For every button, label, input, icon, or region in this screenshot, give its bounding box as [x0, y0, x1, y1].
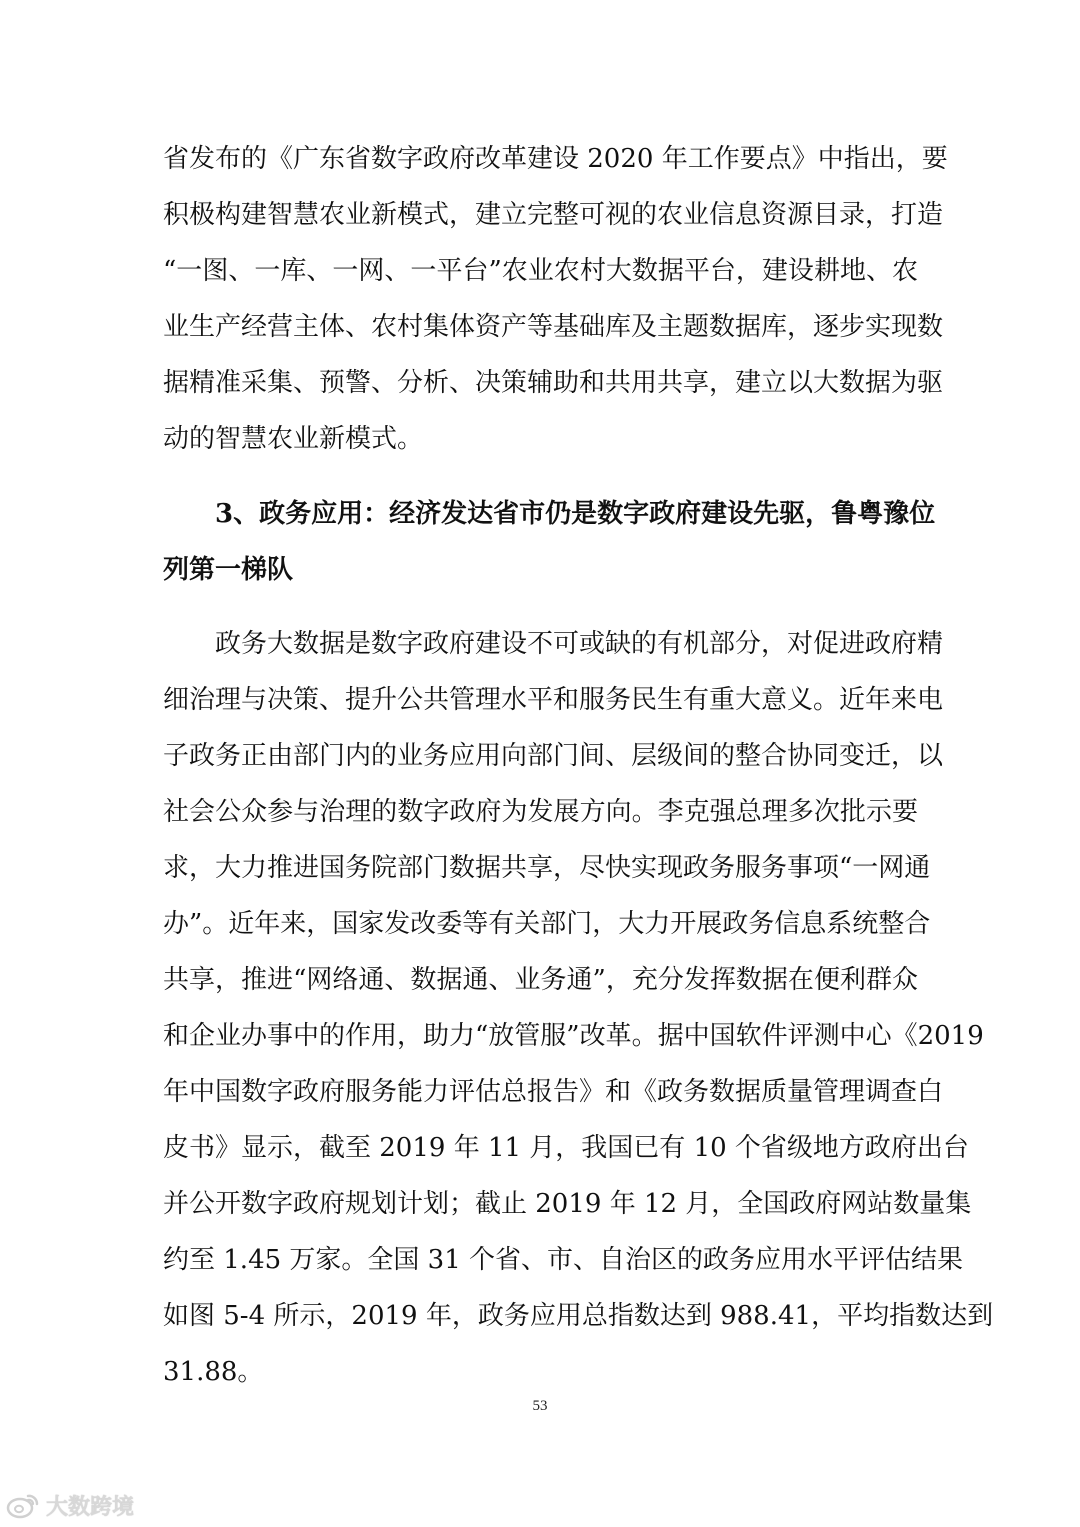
text-line: “一图、一库、一网、一平台”农业农村大数据平台，建设耕地、农	[163, 256, 918, 286]
text-line: 并公开数字政府规划计划；截止 2019 年 12 月，全国政府网站数量集	[163, 1189, 972, 1219]
text-line: 求，大力推进国务院部门数据共享，尽快实现政务服务事项“一网通	[163, 853, 931, 883]
heading-line: 列第一梯队	[163, 555, 294, 585]
text-line: 皮书》显示，截至 2019 年 11 月，我国已有 10 个省级地方政府出台	[163, 1133, 969, 1163]
page-number: 53	[532, 1398, 548, 1414]
text-line: 年中国数字政府服务能力评估总报告》和《政务数据质量管理调查白	[163, 1077, 944, 1107]
text-line: 约至 1.45 万家。全国 31 个省、市、自治区的政务应用水平评估结果	[163, 1245, 964, 1275]
text-line: 积极构建智慧农业新模式，建立完整可视的农业信息资源目录，打造	[163, 200, 944, 230]
text-line: 据精准采集、预警、分析、决策辅助和共用共享，建立以大数据为驱	[163, 368, 944, 398]
weibo-logo-icon	[6, 1491, 40, 1519]
text-line: 31.88。	[163, 1357, 264, 1387]
text-line: 细治理与决策、提升公共管理水平和服务民生有重大意义。近年来电	[163, 685, 944, 715]
text-line: 省发布的《广东省数字政府改革建设 2020 年工作要点》中指出，要	[163, 144, 948, 174]
text-line: 办”。近年来，国家发改委等有关部门，大力开展政务信息系统整合	[163, 909, 931, 939]
text-line: 社会公众参与治理的数字政府为发展方向。李克强总理多次批示要	[163, 797, 918, 827]
text-line: 子政务正由部门内的业务应用向部门间、层级间的整合协同变迁，以	[163, 741, 944, 771]
text-line: 政务大数据是数字政府建设不可或缺的有机部分，对促进政府精	[215, 629, 944, 659]
watermark-text: 大数跨境	[46, 1494, 135, 1520]
text-line: 如图 5-4 所示，2019 年，政务应用总指数达到 988.41，平均指数达到	[163, 1301, 994, 1331]
text-line: 业生产经营主体、农村集体资产等基础库及主题数据库，逐步实现数	[163, 312, 944, 342]
heading-line: 3、政务应用：经济发达省市仍是数字政府建设先驱，鲁粤豫位	[215, 499, 936, 529]
text-line: 和企业办事中的作用，助力“放管服”改革。据中国软件评测中心《2019	[163, 1021, 984, 1051]
watermark	[6, 1488, 134, 1522]
text-line: 动的智慧农业新模式。	[163, 424, 424, 454]
text-line: 共享，推进“网络通、数据通、业务通”，充分发挥数据在便利群众	[163, 965, 918, 995]
